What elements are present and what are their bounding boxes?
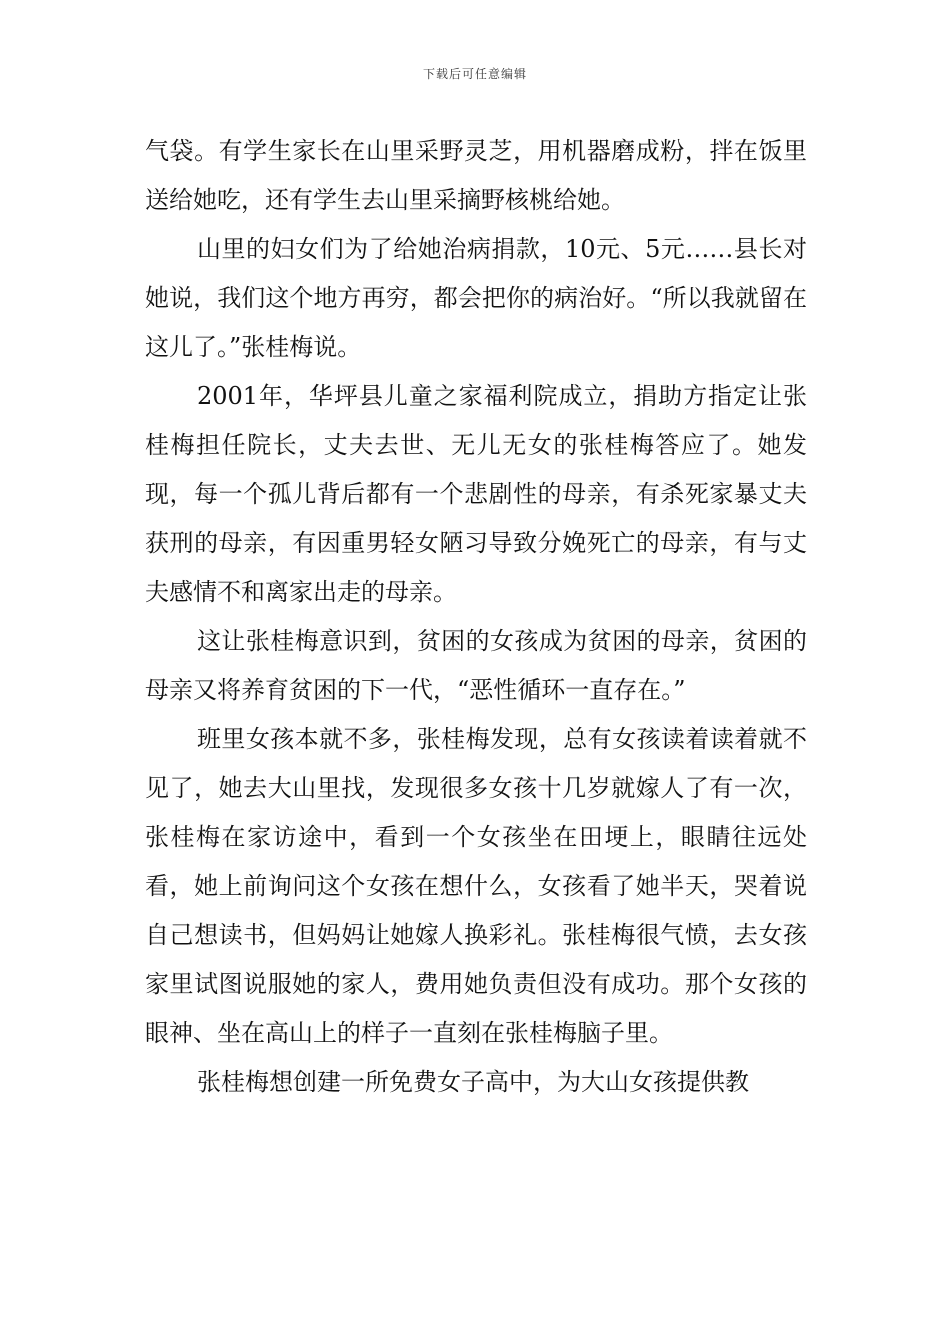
paragraph-5: 班里女孩本就不多，张桂梅发现，总有女孩读着读着就不见了，她去大山里找，发现很多女孩十几岁就嫁人了有一次，张桂梅在家访途中，看到一个女孩坐在田埂上，眼睛往远处看，她上前询问这个女孩在想什么，女孩看了她半天，哭着说自己想读书，但妈妈让她嫁人换彩礼。张桂梅很气愤，去女孩家里试图说服她的家人，费用她负责但没有成功。那个女孩的眼神、坐在高山上的样子一直刻在张桂梅脑子里。 [145,725,807,1047]
body-text [145,127,807,1107]
paragraph-1: 气袋。有学生家长在山里采野灵芝，用机器磨成粉，拌在饭里送给她吃，还有学生去山里采摘野核桃给她。 [145,137,807,214]
page-header: 下载后可任意编辑 [422,67,527,81]
paragraph-6: 张桂梅想创建一所免费女子高中，为大山女孩提供教 [197,1068,749,1096]
paragraph-3: 2001年，华坪县儿童之家福利院成立，捐助方指定让张桂梅担任院长，丈夫去世、无儿无女的张桂梅答应了。她发现，每一个孤儿背后都有一个悲剧性的母亲，有杀死家暴丈夫获刑的母亲，有因重男轻女陋习导致分娩死亡的母亲，有与丈夫感情不和离家出走的母亲。 [145,382,807,606]
paragraph-2: 山里的妇女们为了给她治病捐款，10元、5元……县长对她说，我们这个地方再穷，都会把你的病治好。“所以我就留在这儿了。”张桂梅说。 [145,235,807,361]
paragraph-4: 这让张桂梅意识到，贫困的女孩成为贫困的母亲，贫困的母亲又将养育贫困的下一代，“恶性循环一直存在。” [145,627,807,704]
